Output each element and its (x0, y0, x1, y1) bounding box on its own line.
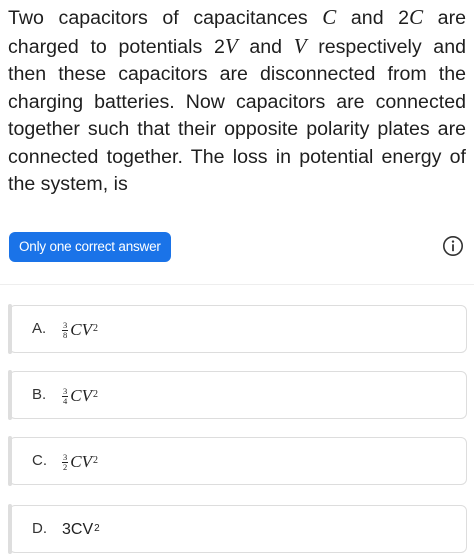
question-type-badge: Only one correct answer (9, 232, 171, 262)
option-letter: D. (32, 520, 47, 537)
option-expression: 3CV $^2$ (62, 521, 100, 538)
option-indicator (8, 304, 12, 354)
divider (0, 284, 474, 285)
option-a[interactable] (9, 305, 467, 353)
option-letter: C. (32, 452, 47, 469)
fraction: $\frac{3}{2}$ (63, 451, 68, 472)
fraction: $\frac{3}{4}$ (63, 385, 68, 406)
question-text: Two capacitors of capacitances C and 2C are charged to potentials 2V and V respectively and then these capacitors are disconnected from the charging batteries. Now capacitors are connected together such that their opposite polarity plates are connected together. The loss in potential energy of the system, is (8, 5, 466, 195)
option-b[interactable] (9, 371, 467, 419)
option-indicator (8, 370, 12, 420)
option-letter: A. (32, 320, 47, 337)
option-expression: $\frac{3}{2}$ CV $^2$ (63, 451, 98, 472)
option-indicator (8, 504, 12, 554)
option-expression: $\frac{3}{8}$ CV $^2$ (63, 319, 98, 340)
option-letter: B. (32, 386, 47, 403)
option-expression: $\frac{3}{4}$ CV $^2$ (63, 385, 98, 406)
info-circle-icon[interactable] (442, 235, 464, 257)
option-d[interactable] (9, 505, 467, 553)
option-indicator (8, 436, 12, 486)
fraction: $\frac{3}{8}$ (63, 319, 68, 340)
option-c[interactable] (9, 437, 467, 485)
